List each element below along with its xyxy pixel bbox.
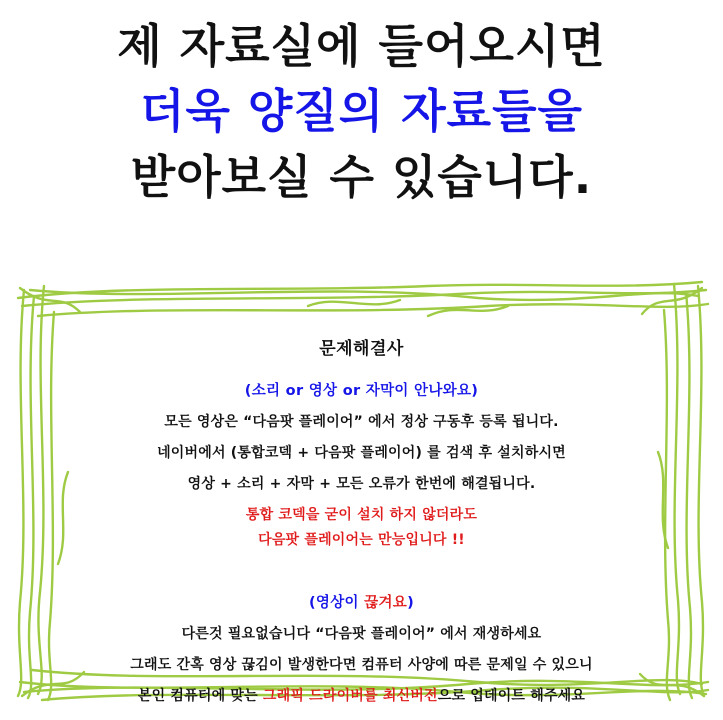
section2-last-red: 그래픽 드라이버를 최신버전 bbox=[262, 688, 438, 704]
section1-line-1: 모든 영상은 “다음팟 플레이어” 에서 정상 구동후 등록 됩니다. bbox=[164, 414, 559, 430]
section2-heading-prefix: (영상이 bbox=[308, 595, 365, 611]
headline-line-1: 제 자료실에 들어오시면 bbox=[117, 19, 606, 73]
panel-title: 문제해결사 bbox=[319, 339, 404, 359]
section2-line-1: 다른것 필요없습니다 “다음팟 플레이어” 에서 재생하세요 bbox=[181, 626, 542, 642]
headline-line-2: 더욱 양질의 자료들을 bbox=[140, 84, 583, 139]
section1-line-3: 영상 + 소리 + 자막 + 모든 오류가 한번에 해결됩니다. bbox=[187, 476, 536, 492]
section2-last-line bbox=[40, 685, 683, 705]
section2-last-prefix: 본인 컴퓨터에 맞는 bbox=[137, 688, 263, 704]
section2-last-mid: 으로 업데이트 해주세요 bbox=[437, 688, 586, 704]
headline-line-3: 받아보실 수 있습니다. bbox=[130, 149, 593, 204]
section2-heading-strike: 끊겨요 bbox=[364, 595, 408, 611]
section2-heading bbox=[40, 591, 683, 612]
headline-block bbox=[0, 14, 723, 210]
section2-line-2: 그래도 간혹 영상 끊김이 발생한다면 컴퓨터 사양에 따른 문제일 수 있으니 bbox=[130, 657, 593, 673]
section2-heading-suffix: ) bbox=[407, 595, 415, 611]
section1-line-2: 네이버에서 (통합코덱 + 다음팟 플레이어) 를 검색 후 설치하시면 bbox=[157, 445, 566, 461]
content-panel bbox=[40, 292, 683, 704]
section-spacer bbox=[40, 549, 683, 571]
section1-red-line-1: 통합 코덱을 굳이 설치 하지 않더라도 bbox=[245, 507, 478, 523]
section1-red-line-2: 다음팟 플레이어는 만능입니다 !! bbox=[258, 532, 465, 548]
section1-heading: (소리 or 영상 or 자막이 안나와요) bbox=[244, 383, 479, 399]
